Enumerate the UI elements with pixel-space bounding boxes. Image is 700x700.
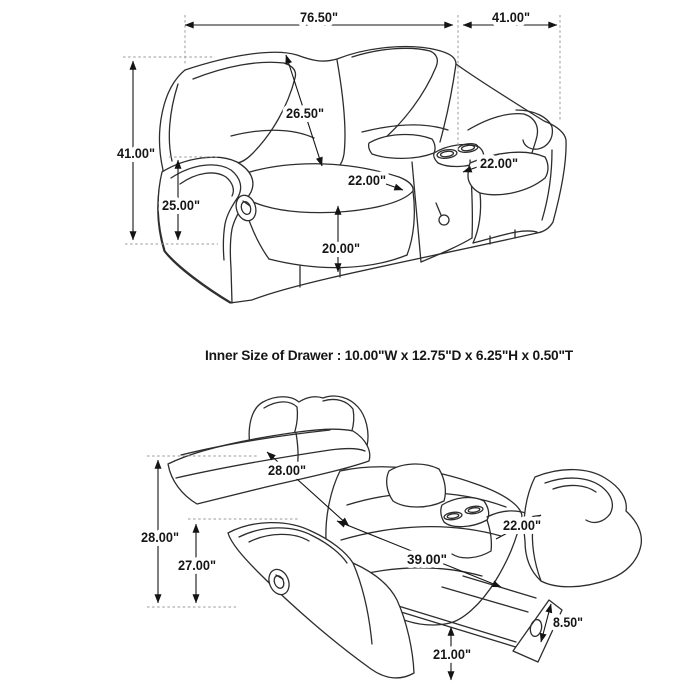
dim-label-seat-width-right: 22.00": [480, 156, 518, 171]
dim-label-reclined-back-height: 28.00": [141, 530, 179, 545]
dim-label-reclined-seat-width: 22.00": [503, 518, 541, 533]
upright-view: [117, 10, 566, 303]
dim-label-arm-height: 25.00": [162, 198, 200, 213]
reclined-sofa-drawing: [168, 396, 641, 678]
dim-label-backrest-length: 28.00": [268, 463, 306, 478]
dim-label-overall-height: 41.00": [117, 146, 155, 161]
dim-label-reclined-arm-height: 27.00": [178, 558, 216, 573]
drawer-size-note: Inner Size of Drawer : 10.00"W x 12.75"D x 6.25"H x 0.50"T: [205, 348, 574, 363]
dim-label-overall-width: 76.50": [300, 10, 338, 25]
dim-label-floor-clearance: 21.00": [433, 647, 471, 662]
dim-label-footrest-plate-height: 8.50": [553, 615, 583, 630]
reclined-view: [141, 396, 641, 680]
dim-label-overall-depth: 41.00": [492, 10, 530, 25]
dim-label-seat-front-height: 20.00": [322, 241, 360, 256]
dim-label-reclined-length: 39.00": [407, 552, 447, 567]
dim-label-back-cushion-length: 26.50": [286, 106, 324, 121]
reclined-right-arm: [524, 470, 641, 587]
dim-label-seat-width-left: 22.00": [348, 173, 386, 188]
